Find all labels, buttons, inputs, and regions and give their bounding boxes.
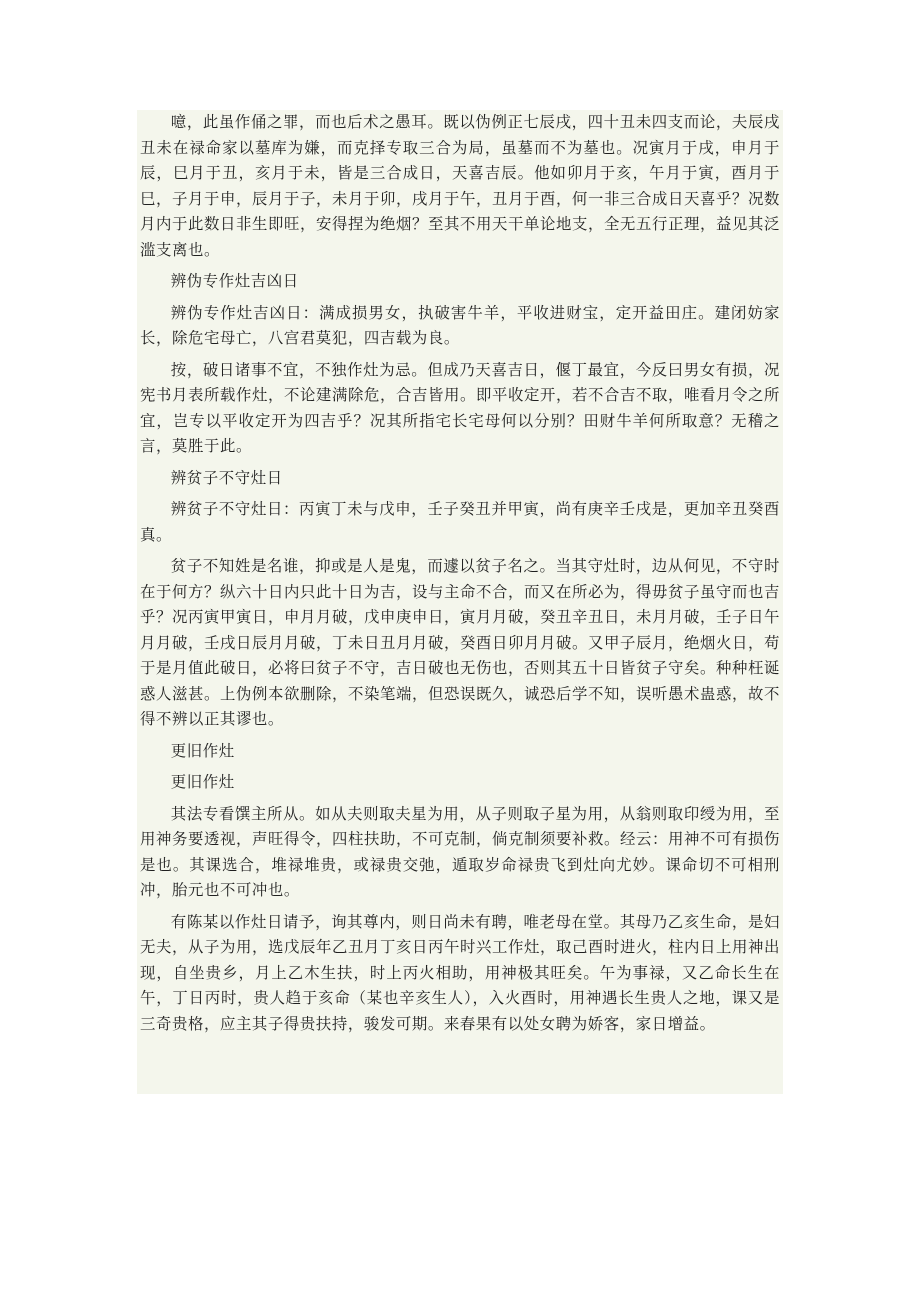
paragraph: 贫子不知姓是名谁，抑或是人是鬼，而遽以贫子名之。当其守灶时，边从何见，不守时在于何方？纵六十日内只此十日为吉，设与主命不合，而又在所必为，得毋贫子虽守而也吉乎？况丙寅甲寅日，申月月破，戊申庚申日，寅月月破，癸丑辛丑日，未月月破，壬子日午月月破，壬戌日辰月月破，丁未日丑月月破，癸酉日卯月月破。又甲子辰月，绝烟火日，苟于是月值此破日，必将曰贫子不守，吉日破也无伤也，否则其五十日皆贫子守矣。种种枉诞惑人滋甚。上伪例本欲删除，不染笔端，但恐误既久，诚恐后学不知，误听愚术蛊惑，故不得不辨以正其谬也。 xyxy=(140,557,780,728)
document-content xyxy=(137,110,783,1094)
section-heading: 辨贫子不守灶日 xyxy=(170,468,283,487)
section-heading: 辨伪专作灶吉凶日 xyxy=(170,272,299,290)
paragraph: 其法专看馔主所从。如从夫则取夫星为用，从子则取子星为用，从翁则取印绶为用，至用神务要透视，声旺得令，四柱扶助，不可克制，倘克制须要补救。经云：用神不可有损伤是也。其课选合，堆禄堆贵，或禄贵交弛，遁取岁命禄贵飞到灶向尤妙。课命切不可相刑冲，胎元也不可冲也。 xyxy=(140,804,780,899)
paragraph: 按，破日诸事不宜，不独作灶为忌。但成乃天喜吉日，偃丁最宜，今反曰男女有损，况宪书月表所载作灶，不论建满除危，合吉皆用。即平收定开，若不合吉不取，唯看月令之所宜，岂专以平收定开为四吉乎？况其所指宅长宅母何以分别？田财牛羊何所取意？无稽之言，莫胜于此。 xyxy=(140,360,780,455)
section-heading: 更旧作灶 xyxy=(170,773,235,791)
paragraph: 有陈某以作灶日请予，询其尊内，则日尚未有聘，唯老母在堂。其母乃乙亥生命，是妇无夫，从子为用，选戊辰年乙丑月丁亥日丙午时兴工作灶，取己酉时进火，柱内日上用神出现，自坐贵乡，月上乙木生扶，时上丙火相助，用神极其旺矣。午为事禄，又乙命长生在午，丁日丙时，贵人趋于亥命（某也辛亥生人），入火酉时，用神遇长生贵人之地，课又是三奇贵格，应主其子得贵扶持，骏发可期。来春果有以处女聘为娇客，家日增益。 xyxy=(140,912,780,1033)
section-heading: 更旧作灶 xyxy=(170,741,235,760)
paragraph: 噫，此虽作俑之罪，而也后术之愚耳。既以伪例正七辰戌，四十丑未四支而论，夫辰戌丑未在禄命家以墓库为嫌，而克择专取三合为局，虽墓而不为墓也。况寅月于戌，申月于辰，巳月于丑，亥月于未，皆是三合成日，天喜吉辰。他如卯月于亥，午月于寅，酉月于巳，子月于申，辰月于子，未月于卯，戌月于午，丑月于酉，何一非三合成日天喜乎？况数月内于此数日非生即旺，安得捏为绝烟？至其不用天干单论地支，全无五行正理，益见其泛滥支离也。 xyxy=(140,113,780,259)
paragraph: 辨贫子不守灶日：丙寅丁未与戊申，壬子癸丑并甲寅，尚有庚辛壬戌是，更加辛丑癸酉真。 xyxy=(140,500,780,544)
paragraph: 辨伪专作灶吉凶日：满成损男女，执破害牛羊，平收进财宝，定开益田庄。建闭妨家长，除危宅母亡，八宫君莫犯，四吉载为良。 xyxy=(140,303,780,347)
